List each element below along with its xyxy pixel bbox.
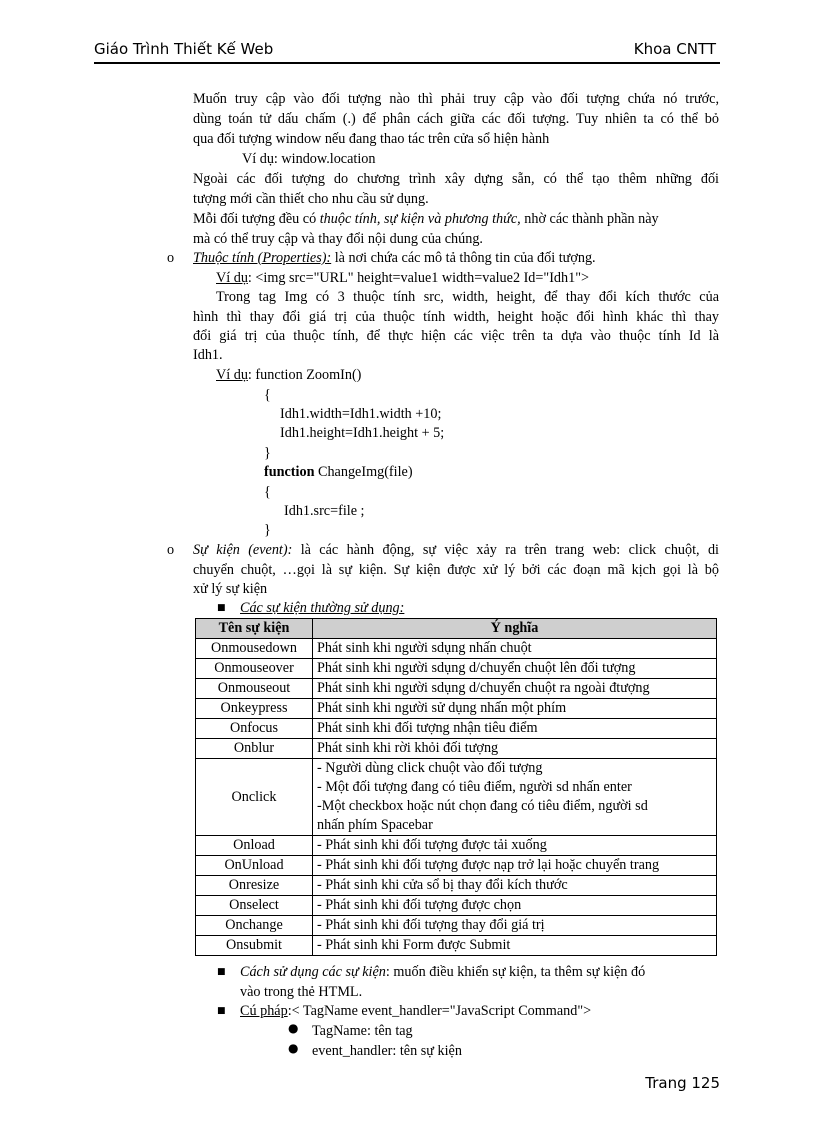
event-desc: - Phát sinh khi đối tượng thay đổi giá trị: [313, 916, 717, 936]
example-code: : <img src="URL" height=value1 width=value2 Id="Idh1">: [247, 270, 589, 286]
code-keyword: function: [264, 464, 315, 480]
table-row: [196, 659, 717, 679]
syntax-term: TagName:: [312, 1023, 371, 1039]
syntax-meaning: tên sự kiện: [399, 1043, 462, 1059]
list-marker: o: [167, 250, 175, 266]
table-row: [196, 836, 717, 856]
event-name: Onselect: [196, 896, 313, 916]
square-bullet-icon: ■: [217, 1006, 226, 1016]
usage-title: Cách sử dụng các sự kiện: [240, 964, 386, 980]
header-title: Giáo Trình Thiết Kế Web: [94, 40, 274, 58]
code-function-name: ChangeImg(file): [318, 464, 413, 480]
event-desc-line: nhấn phím Spacebar: [317, 817, 433, 833]
syntax-code: :< TagName event_handler="JavaScript Command">: [287, 1003, 592, 1019]
intro-example: Ví dụ: window.location: [242, 151, 376, 167]
syntax-item: [312, 1022, 413, 1041]
properties-example2: [216, 366, 361, 385]
properties-example: [216, 269, 589, 288]
table-row: [196, 856, 717, 876]
round-bullet-icon: ●: [288, 1021, 299, 1035]
event-name: Onclick: [196, 759, 313, 836]
event-name: Onresize: [196, 876, 313, 896]
properties-line: Idh1.: [193, 347, 223, 363]
table-row: [196, 699, 717, 719]
event-name: Onmouseout: [196, 679, 313, 699]
properties-line: đổi giá trị của thuộc tính, để thực hiện các việc trên ta dựa vào thuộc tính Id là: [193, 328, 719, 344]
event-name: Onfocus: [196, 719, 313, 739]
page-number: Trang 125: [645, 1074, 720, 1092]
properties-desc: là nơi chứa các mô tả thông tin của đối tượng.: [334, 250, 596, 266]
event-desc: - Phát sinh khi đối tượng được nạp trở lại hoặc chuyển trang: [313, 856, 717, 876]
event-desc: - Phát sinh khi Form được Submit: [313, 936, 717, 956]
intro-line: Ngoài các đối tượng do chương trình xây dựng sẵn, có thể tạo thêm những đối: [193, 171, 719, 187]
list-marker: o: [167, 542, 175, 558]
header-department: Khoa CNTT: [633, 40, 716, 58]
code-line: [264, 463, 413, 482]
event-desc: Phát sinh khi người sdụng d/chuyển chuột lên đối tượng: [313, 659, 717, 679]
event-desc: - Phát sinh khi cửa sổ bị thay đổi kích thước: [313, 876, 717, 896]
properties-heading: [193, 249, 596, 268]
code-line: Idh1.src=file ;: [284, 503, 365, 519]
event-desc: - Phát sinh khi đối tượng được chọn: [313, 896, 717, 916]
event-desc: - Phát sinh khi đối tượng được tải xuống: [313, 836, 717, 856]
code-line: Idh1.width=Idh1.width +10;: [280, 406, 442, 422]
table-header-cell: Ý nghĩa: [313, 619, 717, 639]
usage-desc: : muốn điều khiển sự kiện, ta thêm sự kiện đó: [385, 964, 646, 980]
code-line: }: [264, 445, 271, 461]
syntax-item: [312, 1042, 462, 1061]
events-table: [195, 618, 717, 956]
event-desc: Phát sinh khi người sử dụng nhấn một phím: [313, 699, 717, 719]
usage-line: [240, 963, 719, 982]
events-line: chuyển chuột, …gọi là sự kiện. Sự kiện được xử lý bởi các đoạn mã kịch gọi là bộ: [193, 562, 719, 578]
usage-line: vào trong thẻ HTML.: [240, 984, 363, 1000]
code-line: {: [264, 484, 271, 500]
event-name: Onblur: [196, 739, 313, 759]
table-row: [196, 759, 717, 836]
example-label: Ví dụ: [216, 367, 248, 383]
event-desc: [313, 759, 717, 836]
syntax-label: Cú pháp: [240, 1003, 288, 1019]
example-code: : function ZoomIn(): [247, 367, 362, 383]
event-name: Onload: [196, 836, 313, 856]
intro-emphasis: thuộc tính, sự kiện và phương thức,: [319, 211, 521, 227]
intro-text: nhờ các thành phần này: [524, 211, 659, 227]
table-row: [196, 876, 717, 896]
event-desc: Phát sinh khi người sdụng d/chuyển chuột ra ngoài đtượng: [313, 679, 717, 699]
square-bullet-icon: ■: [217, 967, 226, 977]
event-name: Onchange: [196, 916, 313, 936]
events-desc: là các hành động, sự việc xảy ra trên trang web: click chuột, di: [300, 542, 719, 558]
square-bullet-icon: ■: [217, 603, 226, 613]
intro-line: qua đối tượng window nếu đang thao tác trên cửa sổ hiện hành: [193, 131, 550, 147]
intro-text: Mỗi đối tượng đều có: [193, 211, 317, 227]
syntax-meaning: tên tag: [374, 1023, 413, 1039]
table-header-cell: Tên sự kiện: [196, 619, 313, 639]
intro-line: Muốn truy cập vào đối tượng nào thì phải truy cập vào đối tượng chứa nó trước,: [193, 91, 719, 107]
event-desc: Phát sinh khi người sdụng nhấn chuột: [313, 639, 717, 659]
intro-line: mà có thể truy cập và thay đổi nội dung của chúng.: [193, 231, 483, 247]
properties-line: hình thì thay đổi giá trị của thuộc tính width, height hoặc đổi hình khác thì thay: [193, 309, 719, 325]
events-title: Sự kiện (event):: [193, 542, 293, 558]
table-header-row: [196, 619, 717, 639]
event-desc: Phát sinh khi đối tượng nhận tiêu điểm: [313, 719, 717, 739]
event-name: Onkeypress: [196, 699, 313, 719]
table-row: [196, 739, 717, 759]
table-row: [196, 719, 717, 739]
intro-line: [193, 210, 659, 229]
event-name: OnUnload: [196, 856, 313, 876]
syntax-term: event_handler:: [312, 1043, 397, 1059]
event-name: Onmouseover: [196, 659, 313, 679]
properties-title: Thuộc tính (Properties):: [193, 250, 332, 266]
event-desc-line: - Người dùng click chuột vào đối tượng: [317, 760, 543, 776]
header-rule: [94, 62, 720, 64]
round-bullet-icon: ●: [288, 1041, 299, 1055]
intro-line: tượng mới cần thiết cho nhu cầu sử dụng.: [193, 191, 429, 207]
event-name: Onsubmit: [196, 936, 313, 956]
event-desc: Phát sinh khi rời khỏi đối tượng: [313, 739, 717, 759]
table-row: [196, 936, 717, 956]
table-row: [196, 639, 717, 659]
code-line: }: [264, 522, 271, 538]
example-label: Ví dụ: [216, 270, 248, 286]
event-name: Onmousedown: [196, 639, 313, 659]
properties-line: Trong tag Img có 3 thuộc tính src, width, height, để thay đổi kích thước của: [216, 289, 719, 305]
code-line: {: [264, 387, 271, 403]
table-row: [196, 896, 717, 916]
table-row: [196, 916, 717, 936]
common-events-title: Các sự kiện thường sử dụng:: [240, 600, 405, 616]
events-line: xử lý sự kiện: [193, 581, 268, 597]
intro-line: dùng toán tử dấu chấm (.) để phân cách giữa các đối tượng. Tuy nhiên ta có thể bỏ: [193, 111, 719, 127]
event-desc-line: -Một checkbox hoặc nút chọn đang có tiêu điểm, người sd: [317, 798, 648, 814]
event-desc-line: - Một đối tượng đang có tiêu điểm, người sd nhấn enter: [317, 779, 632, 795]
code-line: Idh1.height=Idh1.height + 5;: [280, 425, 445, 441]
table-row: [196, 679, 717, 699]
syntax-line: [240, 1002, 591, 1021]
